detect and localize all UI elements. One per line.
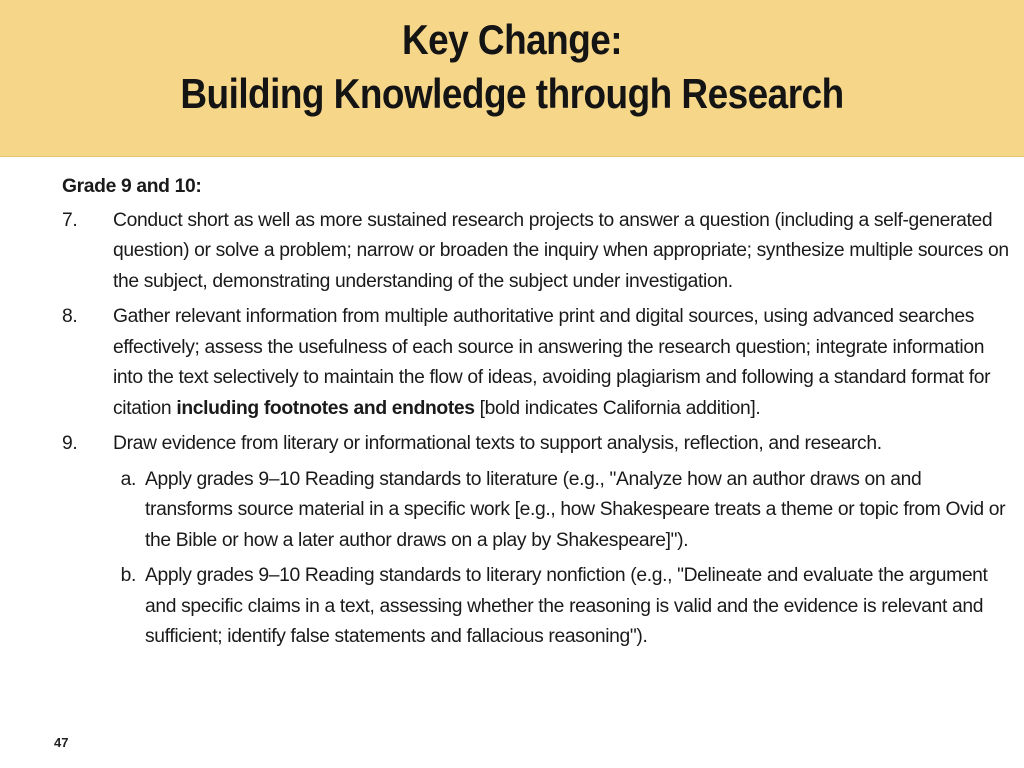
item-number: 9. (62, 433, 78, 454)
california-addition-bold: including footnotes and endnotes (176, 397, 475, 419)
standard-subitem-9b (113, 561, 1012, 653)
subitem-letter: b. (120, 565, 136, 586)
item-text-after: [bold indicates California addition]. (474, 397, 761, 419)
grade-heading: Grade 9 and 10: (62, 176, 202, 197)
item-text (113, 302, 1012, 424)
subitem-text: Apply grades 9–10 Reading standards to literary nonfiction (e.g., "Delineate and evaluate the argument and specific claims in a text, assessing whether the reasoning is valid and the evidence is relevant and sufficient; identify false statements and fallacious reasoning"). (145, 565, 988, 647)
standard-item-8 (62, 302, 1012, 424)
item-text-before: Gather relevant information from multiple authoritative print and digital sources, using advanced searches effectively; assess the usefulness of each source in answering the research question; integrate information into the text selectively to maintain the flow of ideas, avoiding plagiarism and following a standard format for citation (113, 306, 991, 419)
subitem-letter: a. (120, 468, 136, 490)
item-number: 7. (62, 209, 78, 231)
slide-content (62, 172, 1012, 658)
standard-item-7 (62, 206, 1012, 298)
slide-title-line-2: Building Knowledge through Research (180, 70, 844, 117)
item-text: Draw evidence from literary or informational texts to support analysis, reflection, and research. (113, 433, 882, 454)
slide-number: 47 (54, 735, 69, 750)
standard-subitem-9a (113, 465, 1012, 557)
item-number: 8. (62, 306, 78, 327)
slide-title-line-1: Key Change: (401, 16, 623, 63)
item-text: Conduct short as well as more sustained research projects to answer a question (including a self-generated question) or solve a problem; narrow or broaden the inquiry when appropriate; synthesize multiple sources on the subject, demonstrating understanding of the subject under investigation. (113, 209, 1009, 292)
title-band (0, 0, 1024, 157)
subitem-text: Apply grades 9–10 Reading standards to literature (e.g., "Analyze how an author draws on and transforms source material in a specific work [e.g., how Shakespeare treats a theme or topic from Ovid or the Bible or how a later author draws on a play by Shakespeare]"). (145, 468, 1006, 551)
standard-item-9 (62, 429, 1012, 460)
